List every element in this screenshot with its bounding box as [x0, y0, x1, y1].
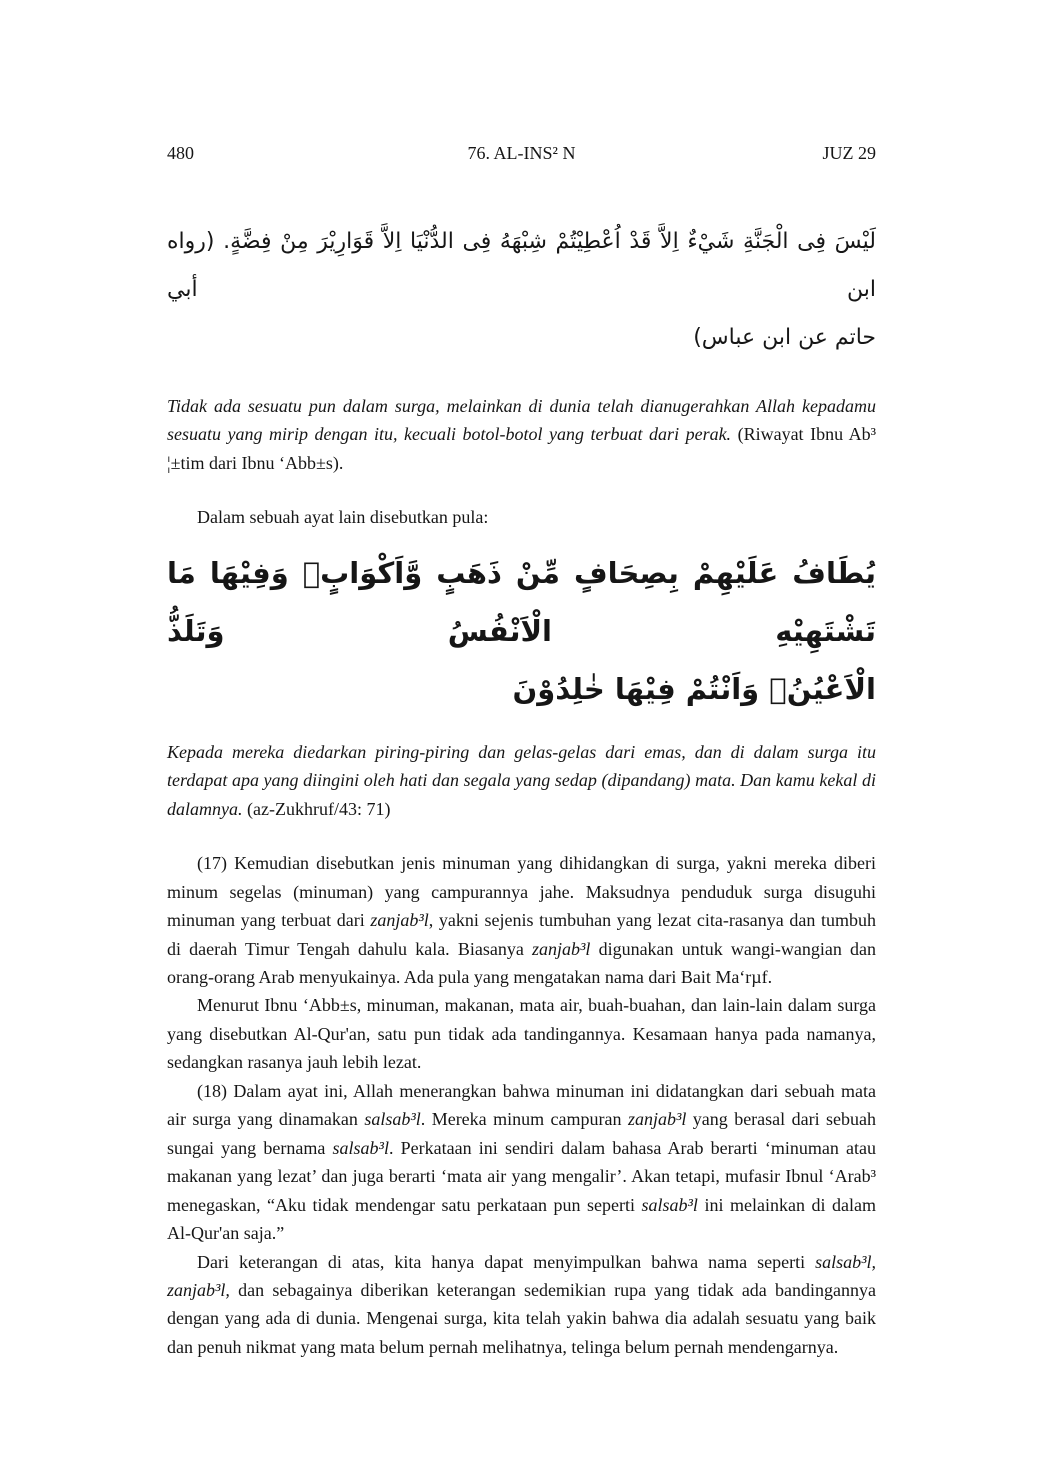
- quran-verse-line-2: الْاَعْيُنُۚ وَاَنْتُمْ فِيْهَا خٰلِدُوْنَ: [512, 671, 876, 706]
- text-run: (az-Zukhruf/43: 71): [242, 798, 391, 819]
- italic-text-run: salsab³l, zanjab³l,: [167, 1251, 876, 1301]
- body-text: [167, 849, 876, 1361]
- quran-verse-line-1: يُطَافُ عَلَيْهِمْ بِصِحَافٍ مِّنْ ذَهَبٍ وَّاَكْوَابٍۚ وَفِيْهَا مَا تَشْتَهِيْهِ الْاَنْفُسُ وَتَلَذُّ: [167, 555, 876, 648]
- page-number: 480: [167, 143, 194, 163]
- italic-text-run: zanjab³l: [627, 1109, 687, 1130]
- verse-translation: [167, 738, 876, 823]
- italic-text-run: salsab³l: [364, 1109, 421, 1130]
- italic-text-run: Tidak ada sesuatu pun dalam surga, melainkan di dunia telah dianugerahkan Allah kepadamu sesuatu yang mirip dengan itu, kecuali botol-botol yang terbuat dari perak.: [167, 396, 876, 445]
- intro-line: Dalam sebuah ayat lain disebutkan pula:: [197, 507, 489, 528]
- hadith-translation: [167, 392, 876, 477]
- text-run: dan sebagainya diberikan keterangan sedemikian rupa yang tidak ada bandingannya dengan yang ada di dunia. Mengenai surga, kita telah yakin bahwa dia adalah sesuatu yang baik dan penuh nikmat yang mata belum pernah melihatnya, telinga belum pernah mendengarnya.: [167, 1280, 876, 1357]
- text-run: Menurut Ibnu ‘Abb±s, minuman, makanan, mata air, buah-buahan, dan lain-lain dalam surga yang disebutkan Al-Qur'an, satu pun tidak ada tandingannya. Kesamaan hanya pada namanya, sedangkan rasanya jauh lebih lezat.: [167, 995, 876, 1073]
- hadith-arabic-text: [167, 218, 876, 362]
- italic-text-run: salsab³l: [332, 1137, 389, 1158]
- text-run: . Mereka minum campuran: [420, 1109, 628, 1130]
- body-paragraph-ibnu-abbas: [167, 991, 876, 1076]
- text-run: (17) Kemudian disebutkan jenis minuman yang dihidangkan di surga, yakni mereka diberi minum segelas (minuman) yang campurannya jahe. Maksudnya penduduk surga disuguhi minuman yang terbuat dari: [167, 853, 876, 931]
- italic-text-run: zanjab³l: [532, 938, 591, 959]
- quran-verse-text: [167, 544, 876, 718]
- text-run: (18) Dalam ayat ini, Allah menerangkan bahwa minuman ini didatangkan dari sebuah mata air surga yang dinamakan: [167, 1080, 876, 1130]
- text-run: , yakni sejenis tumbuhan yang lezat cita-rasanya dan tumbuh di daerah Timur Tengah dahulu kala. Biasanya: [167, 910, 876, 959]
- italic-text-run: salsab³l: [641, 1194, 698, 1215]
- text-run: . Perkataan ini sendiri dalam bahasa Arab berarti ‘minuman atau makanan yang lezat’ dan juga berarti ‘mata air yang mengalir’. Akan tetapi, mufasir Ibnul ‘Arab³ menegaskan, “Aku tidak mendengar satu perkataan pun seperti: [167, 1137, 876, 1215]
- hadith-arabic-line-1: لَيْسَ فِى الْجَنَّةِ شَيْءٌ اِلاَّ قَدْ اُعْطِيْتُمْ شِبْهَهُ فِى الدُّنْيَا اِلاَّ قَوَارِيْرَ مِنْ فِضَّةٍ. (رواه ابن أبي: [167, 229, 876, 302]
- page-header: [167, 142, 876, 164]
- chapter-title: 76. AL-INS² N: [467, 143, 576, 163]
- hadith-arabic-line-2: حاتم عن ابن عباس): [693, 325, 876, 350]
- italic-text-run: Kepada mereka diedarkan piring-piring dan gelas-gelas dari emas, dan di dalam surga itu terdapat apa yang diingini oleh hati dan segala yang sedap (dipandang) mata. Dan kamu kekal di dalamnya.: [167, 741, 876, 819]
- body-paragraph-17: [167, 849, 876, 991]
- body-paragraph-kesimpulan: [167, 1248, 876, 1362]
- text-run: (Riwayat Ibnu Ab³ ¦±tim dari Ibnu ‘Abb±s).: [167, 424, 876, 473]
- text-run: yang berasal dari sebuah sungai yang bernama: [167, 1109, 876, 1158]
- text-run: Dari keterangan di atas, kita hanya dapat menyimpulkan bahwa nama seperti: [197, 1251, 816, 1272]
- verse-translation-paragraph: [167, 738, 876, 823]
- juz-label: JUZ 29: [822, 143, 876, 163]
- text-run: digunakan untuk wangi-wangian dan orang-orang Arab menyukainya. Ada pula yang mengatakan nama dari Bait Ma‘rµf.: [167, 938, 876, 988]
- italic-text-run: zanjab³l: [370, 910, 429, 931]
- hadith-translation-paragraph: [167, 392, 876, 477]
- body-paragraph-18: [167, 1077, 876, 1248]
- text-run: ini melainkan di dalam Al-Qur'an saja.”: [167, 1194, 876, 1244]
